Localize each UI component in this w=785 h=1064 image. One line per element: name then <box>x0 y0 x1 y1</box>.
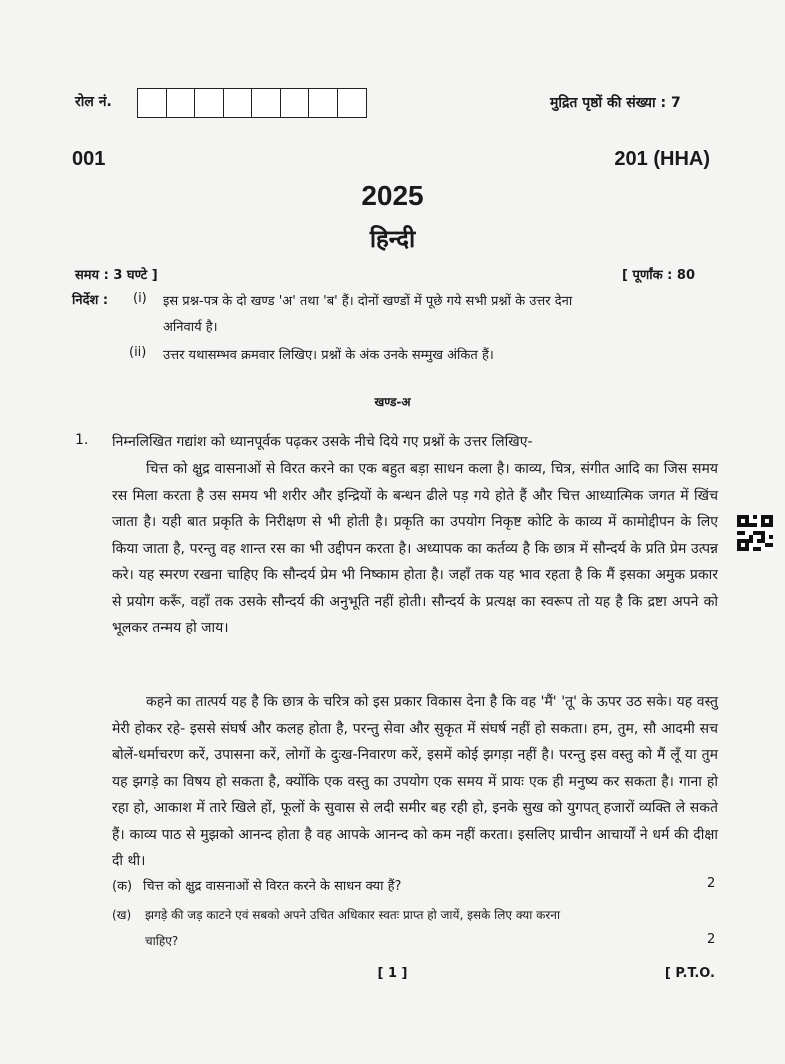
roll-box[interactable] <box>194 88 224 118</box>
subquestion-label: (क) <box>112 879 133 894</box>
subquestion-text: झगड़े की जड़ काटने एवं सबको अपने उचित अधिकार स्वतः प्राप्त हो जायें, इसके लिए क्या करना <box>145 908 561 922</box>
instruction-text: उत्तर यथासम्भव क्रमवार लिखिए। प्रश्नों के अंक उनके सम्मुख अंकित हैं। <box>163 348 494 363</box>
instruction-number: (ii) <box>129 345 147 360</box>
roll-box[interactable] <box>223 88 253 118</box>
printed-pages-count: मुद्रित पृष्ठों की संख्या : 7 <box>550 95 681 111</box>
instruction-text-continued: अनिवार्य है। <box>163 320 218 335</box>
passage-paragraph-2: कहने का तात्पर्य यह है कि छात्र के चरित्र को इस प्रकार विकास देना है कि वह 'मैं' 'तू' के ऊपर उठ सके। यह वस्तु मेरी होकर रहे- इससे संघर्ष और कलह होता है, परन्तु सेवा और सुकृत में संघर्ष नहीं हो सकता। हम, तुम, सौ आदमी सच बोलें-धर्माचरण करें, उपासना करें, लोगों के दुःख-निवारण करें, इसमें कोई झगड़ा नहीं है। परन्तु इस वस्तु को मैं लूँ या तुम यह झगड़े का विषय हो सकता है, क्योंकि एक वस्तु का उपयोग एक समय में प्रायः एक ही मनुष्य कर सकता है। गाना हो रहा हो, आकाश में तारे खिले हों, फूलों के सुवास से लदी समीर बह रही हो, इनके सुख को युगपत् हजारों व्यक्ति ले सकते हैं। काव्य पाठ से मुझको आनन्द होता है वह आपके आनन्द को कम नहीं करता। इसलिए प्राचीन आचार्यों ने धर्म की दीक्षा दी थी। <box>112 694 718 869</box>
roll-number-label: रोल नं. <box>75 94 112 110</box>
exam-time: समय : 3 घण्टे ] <box>75 268 158 283</box>
roll-box[interactable] <box>137 88 167 118</box>
subquestion-text: चित्त को क्षुद्र वासनाओं से विरत करने के साधन क्या हैं? <box>143 879 402 894</box>
question-prompt: निम्नलिखित गद्यांश को ध्यानपूर्वक पढ़कर उसके नीचे दिये गए प्रश्नों के उत्तर लिखिए- <box>112 434 533 450</box>
qr-code-icon <box>737 515 773 551</box>
roll-box[interactable] <box>308 88 338 118</box>
section-title: खण्ड-अ <box>374 395 411 409</box>
roll-box[interactable] <box>166 88 196 118</box>
paper-code-left: 001 <box>72 148 106 170</box>
passage-paragraph-1: चित्त को क्षुद्र वासनाओं से विरत करने का एक बहुत बड़ा साधन कला है। काव्य, चित्र, संगीत आदि का जिस समय रस मिला करता है उस समय भी शरीर और इन्द्रियों के बन्धन ढीले पड़ गये होते हैं और चित्त आध्यात्मिक जगत में खिंच जाता है। यही बात प्रकृति के निरीक्षण से भी होती है। प्रकृति का उपयोग निकृष्ट कोटि के काव्य में कामोद्दीपन के लिए किया जाता है, परन्तु वह शान्त रस का भी उद्दीपन करता है। अध्यापक का कर्तव्य है कि छात्र में सौन्दर्य के प्रति प्रेम उत्पन्न करे। यह स्मरण रखना चाहिए कि सौन्दर्य प्रेम भी निष्काम होता है। जहाँ तक यह भाव रहता है कि मैं इसका अमुक प्रकार से प्रयोग करूँ, वहाँ तक उसके सौन्दर्य की अनुभूति नहीं होती। सौन्दर्य के प्रत्यक्ष का स्वरूप तो यह है कि द्रष्टा अपने को भूलकर तन्मय हो जाय। <box>112 461 718 636</box>
pto-label: [ P.T.O. <box>664 966 715 981</box>
question-number: 1. <box>75 432 89 448</box>
roll-box[interactable] <box>280 88 310 118</box>
paper-code-right: 201 (HHA) <box>614 148 710 170</box>
instructions-label: निर्देश : <box>72 293 109 308</box>
subquestion-marks: 2 <box>707 932 716 947</box>
page-number: [ 1 ] <box>377 966 408 981</box>
full-marks: [ पूर्णांक : 80 <box>622 268 695 283</box>
subquestion-text-continued: चाहिए? <box>145 934 179 948</box>
instruction-text: इस प्रश्न-पत्र के दो खण्ड 'अ' तथा 'ब' हैं। दोनों खण्डों में पूछे गये सभी प्रश्नों के उत्तर देना <box>163 294 573 309</box>
instruction-number: (i) <box>133 291 147 306</box>
roll-box[interactable] <box>251 88 281 118</box>
subject-title: हिन्दी <box>369 225 416 253</box>
exam-year: 2025 <box>361 180 424 211</box>
roll-number-boxes <box>137 88 365 118</box>
subquestion-marks: 2 <box>707 876 716 891</box>
subquestion-label: (ख) <box>112 908 132 922</box>
roll-box[interactable] <box>337 88 367 118</box>
